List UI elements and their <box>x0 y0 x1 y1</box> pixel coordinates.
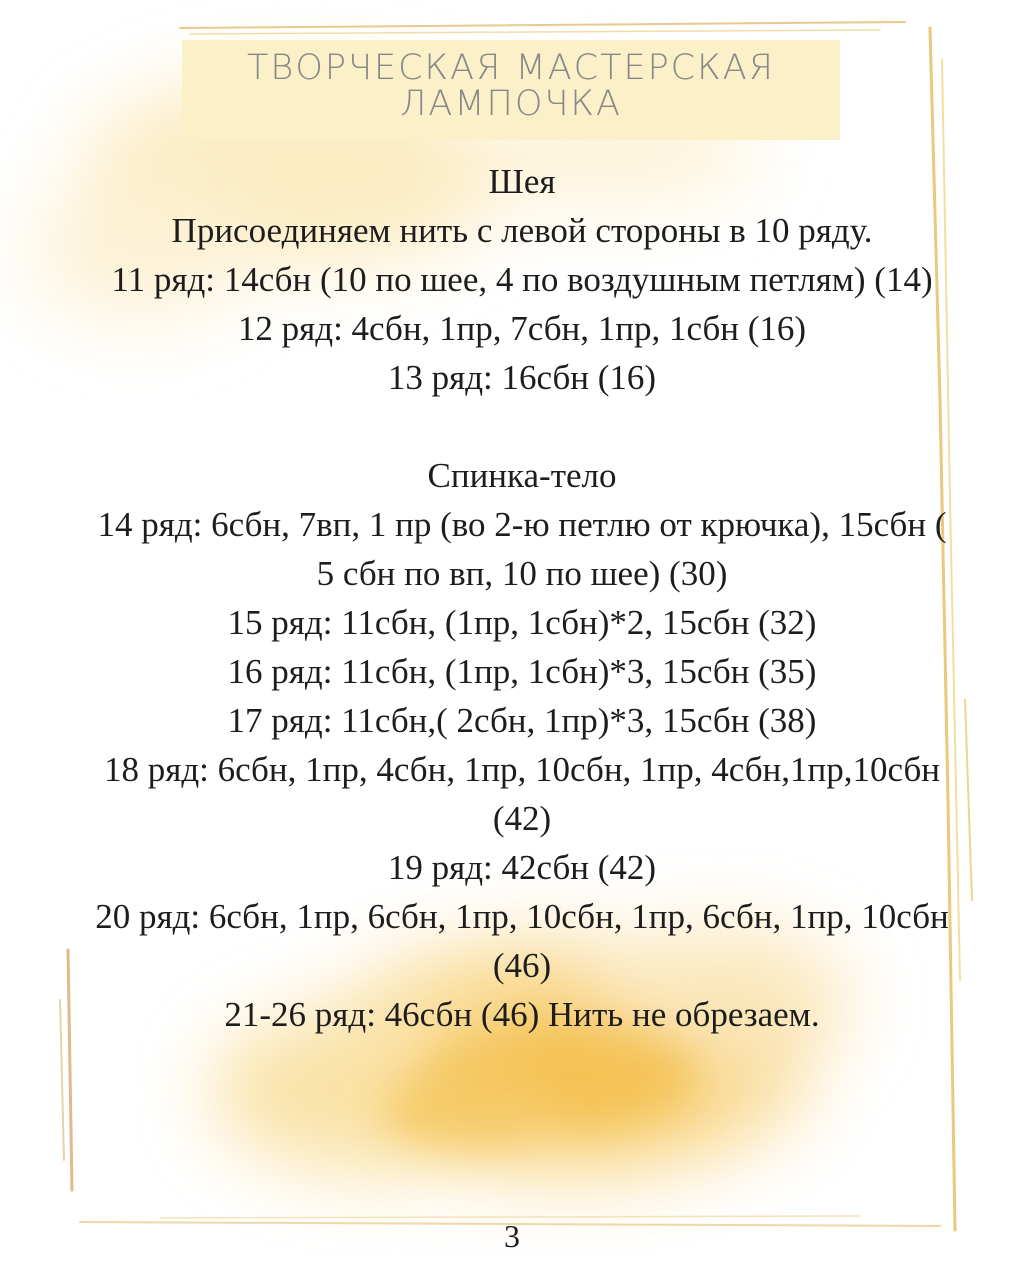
studio-title <box>182 50 840 122</box>
instruction-line: 11 ряд: 14сбн (10 по шее, 4 по воздушным петлям) (14) <box>111 260 933 299</box>
instruction-line: 18 ряд: 6сбн, 1пр, 4сбн, 1пр, 10сбн, 1пр, 4сбн,1пр,10сбн <box>103 750 941 789</box>
studio-title-line2: ЛАМПОЧКА <box>400 84 622 124</box>
instruction-line: 21-26 ряд: 46сбн (46) Нить не обрезаем. <box>224 995 820 1034</box>
instruction-line: (46) <box>492 946 552 985</box>
instruction-line: 17 ряд: 11сбн,( 2сбн, 1пр)*3, 15сбн (38) <box>227 701 817 740</box>
instruction-line: Присоединяем нить с левой стороны в 10 ряду. <box>171 211 873 250</box>
instruction-line: 20 ряд: 6сбн, 1пр, 6сбн, 1пр, 10сбн, 1пр, 6сбн, 1пр, 10сбн <box>95 897 949 936</box>
page-number: 3 <box>504 1218 520 1254</box>
studio-title-line1: ТВОРЧЕСКАЯ МАСТЕРСКАЯ <box>247 48 775 88</box>
section-title-body: Спинка-тело <box>427 456 617 495</box>
instruction-line: 16 ряд: 11сбн, (1пр, 1сбн)*3, 15сбн (35) <box>227 652 817 691</box>
section-title-neck: Шея <box>488 162 556 201</box>
instruction-line: 15 ряд: 11сбн, (1пр, 1сбн)*2, 15сбн (32) <box>227 603 817 642</box>
instruction-line: (42) <box>492 799 552 838</box>
section-spacer <box>60 402 984 451</box>
pattern-content <box>60 157 984 1039</box>
instruction-line: 12 ряд: 4сбн, 1пр, 7сбн, 1пр, 1сбн (16) <box>237 309 807 348</box>
instruction-line: 14 ряд: 6сбн, 7вп, 1 пр (во 2-ю петлю от крючка), 15сбн ( <box>97 505 947 544</box>
instruction-line: 19 ряд: 42сбн (42) <box>387 848 657 887</box>
instruction-line: 5 сбн по вп, 10 по шее) (30) <box>316 554 728 593</box>
instruction-line: 13 ряд: 16сбн (16) <box>387 358 657 397</box>
